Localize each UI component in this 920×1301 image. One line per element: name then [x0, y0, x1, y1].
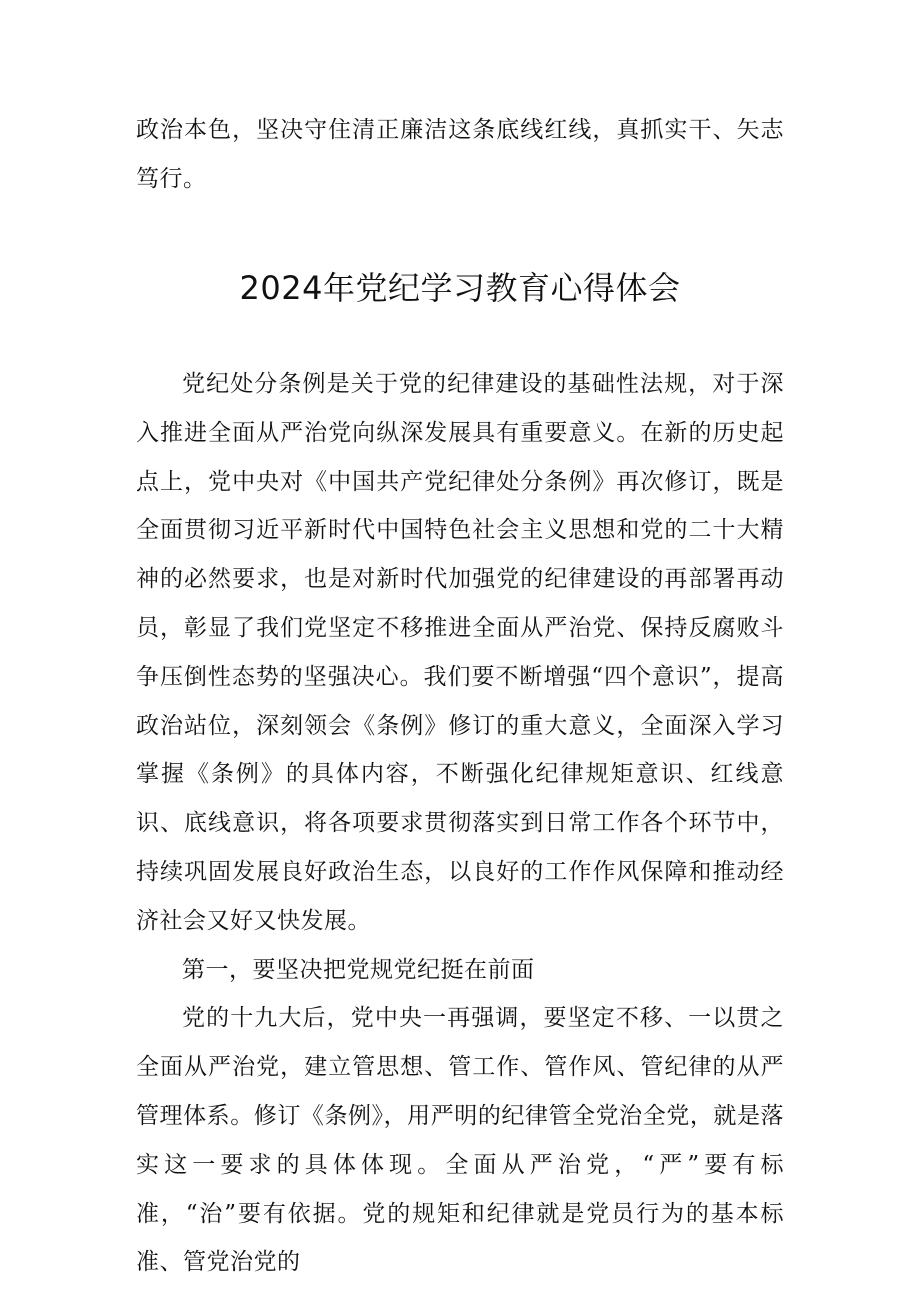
paragraph-first-section: 党的十九大后，党中央一再强调，要坚定不移、一以贯之全面从严治党，建立管思想、管工作、管作风、管纪律的从严管理体系。修订《条例》，用严明的纪律管全党治全党，就是落实这一要求的具体体现。全面从严治党，“严”要有标准，“治”要有依据。党的规矩和纪律就是党员行为的基本标准、管党治党的: [136, 1005, 784, 1276]
section-heading-first: 第一，要坚决把党规党纪挺在前面: [182, 956, 535, 983]
document-title: 2024年党纪学习教育心得体会: [239, 269, 681, 307]
paragraph-intro: 党纪处分条例是关于党的纪律建设的基础性法规，对于深入推进全面从严治党向纵深发展具有重要意义。在新的历史起点上，党中央对《中国共产党纪律处分条例》再次修订，既是全面贯彻习近平新时代中国特色社会主义思想和党的二十大精神的必然要求，也是对新时代加强党的纪律建设的再部署再动员，彰显了我们党坚定不移推进全面从严治党、保持反腐败斗争压倒性态势的坚强决心。我们要不断增强“四个意识”，提高政治站位，深刻领会《条例》修订的重大意义，全面深入学习掌握《条例》的具体内容，不断强化纪律规矩意识、红线意识、底线意识，将各项要求贯彻落实到日常工作各个环节中，持续巩固发展良好政治生态，以良好的工作作风保障和推动经济社会又好又快发展。: [136, 371, 784, 934]
document-body: [136, 360, 784, 1287]
continuation-text: 政治本色，坚决守住清正廉洁这条底线红线，真抓实干、矢志笃行。: [136, 117, 784, 192]
